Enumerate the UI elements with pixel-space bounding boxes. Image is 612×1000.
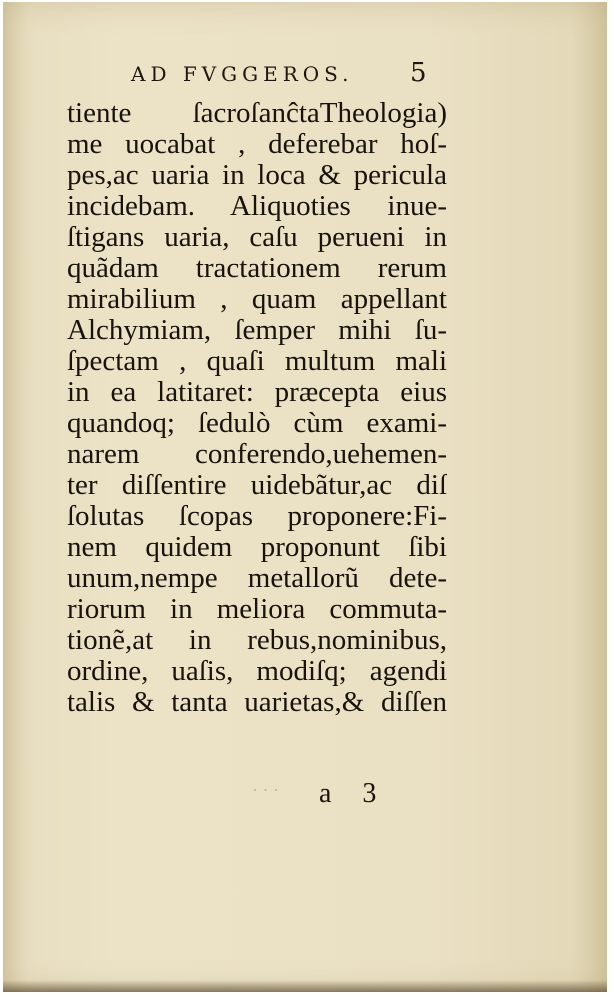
text-line: talis & tanta uarietas,& diſſen [67,687,447,718]
text-line: riorum in meliora commuta- [67,594,447,625]
text-line: tionẽ,at in rebus,nominibus, [67,625,447,656]
text-line: me uocabat , deferebar hoſ- [67,129,447,160]
page-number: 5 [410,58,427,88]
show-through-bleed: · · · [252,780,279,800]
text-line: ter diſſentire uidebãtur,ac diſ [67,470,447,501]
text-line: ordine, uaſis, modiſq; agendi [67,656,447,687]
text-line: Alchymiam, ſemper mihi ſu- [67,315,447,346]
running-header: AD FVGGEROS. [131,62,354,86]
body-text [67,98,447,718]
text-line: mirabilium , quam appellant [67,284,447,315]
text-line: ſolutas ſcopas proponere:Fi- [67,501,447,532]
text-line: quãdam tractationem rerum [67,253,447,284]
text-line: nem quidem proponunt ſibi [67,532,447,563]
book-page [3,2,607,992]
text-line: ſtigans uaria, caſu perueni in [67,222,447,253]
text-line: tiente ſacroſanĉtaTheologia) [67,98,447,129]
text-line: quandoq; ſedulò cùm exami- [67,408,447,439]
text-line: pes,ac uaria in loca & pericula [67,160,447,191]
text-line: incidebam. Aliquoties inue- [67,191,447,222]
signature-mark: a 3 [319,778,389,809]
text-line: in ea latitaret: præcepta eius [67,377,447,408]
text-line: narem conferendo,uehemen- [67,439,447,470]
text-line: unum,nempe metallorũ dete- [67,563,447,594]
text-line: ſpectam , quaſi multum mali [67,346,447,377]
